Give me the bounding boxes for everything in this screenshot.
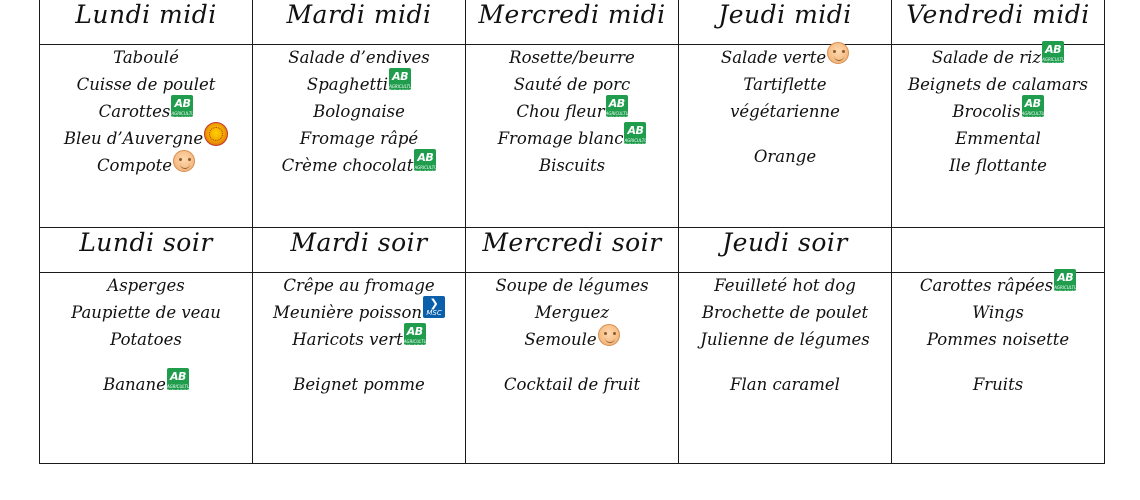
list-item: Beignet pomme bbox=[293, 374, 425, 394]
meal-row-midi bbox=[40, 45, 1105, 228]
list-item: Semoule bbox=[466, 327, 678, 354]
list-item: Carottes AB AGRICULTURE BIOLOGIQUE bbox=[98, 96, 200, 121]
list-item: Biscuits bbox=[538, 155, 606, 175]
day-header-mardi-soir: Mardi soir bbox=[253, 228, 466, 273]
meal-row-soir bbox=[40, 273, 1105, 464]
meal-cell-mercredi-soir bbox=[466, 273, 679, 464]
ab-badge-icon: AB AGRICULTURE BIOLOGIQUE bbox=[605, 96, 634, 121]
local-badge-icon bbox=[827, 42, 849, 64]
list-item: végétarienne bbox=[730, 101, 840, 121]
list-item-spacer bbox=[40, 354, 252, 372]
list-item: Meunière poisson ❯ MSC bbox=[253, 300, 465, 327]
day-header-mercredi-midi: Mercredi midi bbox=[466, 0, 679, 45]
meal-cell-vendredi-soir bbox=[892, 273, 1105, 464]
dish-list bbox=[253, 273, 465, 399]
list-item: Merguez bbox=[534, 302, 610, 322]
list-item: Banane AB AGRICULTURE BIOLOGIQUE bbox=[103, 369, 196, 394]
meal-cell-vendredi-midi bbox=[892, 45, 1105, 228]
day-header-mardi-midi: Mardi midi bbox=[253, 0, 466, 45]
list-item: Feuilleté hot dog bbox=[714, 276, 856, 295]
meal-cell-mercredi-midi bbox=[466, 45, 679, 228]
weekly-menu-table bbox=[39, 0, 1105, 464]
local-badge-icon bbox=[598, 324, 620, 346]
list-item: Bleu d’Auvergne bbox=[40, 126, 252, 153]
ab-badge-icon: AB AGRICULTURE BIOLOGIQUE bbox=[1054, 271, 1083, 295]
dish-list bbox=[253, 45, 465, 179]
meal-cell-jeudi-midi bbox=[679, 45, 892, 228]
header-row-soir bbox=[40, 228, 1105, 273]
ab-badge-icon: AB AGRICULTURE BIOLOGIQUE bbox=[414, 150, 443, 175]
day-header-jeudi-midi: Jeudi midi bbox=[679, 0, 892, 45]
dish-list bbox=[40, 45, 252, 179]
meal-cell-lundi-soir bbox=[40, 273, 253, 464]
list-item: Potatoes bbox=[110, 329, 182, 349]
list-item: Cocktail de fruit bbox=[503, 374, 641, 394]
list-item: Flan caramel bbox=[730, 374, 840, 394]
list-item: Julienne de légumes bbox=[700, 329, 870, 349]
meal-cell-mardi-soir bbox=[253, 273, 466, 464]
meal-cell-lundi-midi bbox=[40, 45, 253, 228]
list-item: Cuisse de poulet bbox=[76, 74, 216, 94]
list-item-spacer bbox=[466, 354, 678, 372]
list-item: Emmental bbox=[955, 128, 1041, 148]
list-item: Asperges bbox=[107, 276, 185, 295]
ab-badge-icon: AB AGRICULTURE BIOLOGIQUE bbox=[403, 324, 432, 349]
msc-badge-icon: ❯ MSC bbox=[423, 296, 445, 318]
dish-list bbox=[40, 273, 252, 399]
day-header-lundi-midi: Lundi midi bbox=[40, 0, 253, 45]
list-item: Wings bbox=[972, 302, 1024, 322]
list-item-spacer bbox=[679, 126, 891, 144]
list-item: Salade verte bbox=[679, 45, 891, 72]
list-item: Chou fleur AB AGRICULTURE BIOLOGIQUE bbox=[516, 96, 634, 121]
list-item-spacer bbox=[892, 354, 1104, 372]
list-item-spacer bbox=[253, 354, 465, 372]
list-item-spacer bbox=[679, 354, 891, 372]
list-item: Fromage râpé bbox=[299, 128, 419, 148]
ab-badge-icon: AB AGRICULTURE BIOLOGIQUE bbox=[171, 96, 200, 121]
dish-list bbox=[679, 273, 891, 399]
dish-list bbox=[679, 45, 891, 171]
list-item: Pommes noisette bbox=[926, 329, 1070, 349]
list-item: Sauté de porc bbox=[513, 74, 631, 94]
list-item: Carottes râpées AB AGRICULTURE BIOLOGIQUE bbox=[919, 271, 1083, 295]
list-item: Fromage blanc AB AGRICULTURE BIOLOGIQUE bbox=[497, 123, 653, 148]
list-item: Paupiette de veau bbox=[71, 302, 221, 322]
list-item: Haricots vert AB AGRICULTURE BIOLOGIQUE bbox=[292, 324, 432, 349]
ab-badge-icon: AB AGRICULTURE BIOLOGIQUE bbox=[1042, 43, 1071, 67]
dish-list bbox=[892, 273, 1104, 399]
ab-badge-icon: AB AGRICULTURE BIOLOGIQUE bbox=[1021, 96, 1050, 121]
ab-badge-icon: AB AGRICULTURE BIOLOGIQUE bbox=[624, 123, 653, 148]
header-row-midi bbox=[40, 0, 1105, 45]
list-item: Beignets de calamars bbox=[907, 74, 1089, 94]
day-header-lundi-soir: Lundi soir bbox=[40, 228, 253, 273]
local-badge-icon bbox=[173, 150, 195, 172]
aop-badge-icon bbox=[204, 122, 228, 146]
list-item: Crêpe au fromage bbox=[283, 276, 435, 295]
list-item: Compote bbox=[40, 153, 252, 180]
list-item: Crème chocolat AB AGRICULTURE BIOLOGIQUE bbox=[281, 150, 443, 175]
dish-list bbox=[466, 45, 678, 179]
day-header-jeudi-soir: Jeudi soir bbox=[679, 228, 892, 273]
list-item: Brochette de poulet bbox=[701, 302, 869, 322]
list-item: Salade de riz AB AGRICULTURE BIOLOGIQUE bbox=[931, 43, 1071, 67]
list-item: Orange bbox=[753, 146, 817, 166]
day-header-empty bbox=[892, 228, 1105, 273]
ab-badge-icon: AB AGRICULTURE BIOLOGIQUE bbox=[166, 369, 196, 394]
dish-list bbox=[466, 273, 678, 399]
meal-cell-mardi-midi bbox=[253, 45, 466, 228]
day-header-mercredi-soir: Mercredi soir bbox=[466, 228, 679, 273]
list-item: Spaghetti AB AGRICULTURE BIOLOGIQUE bbox=[306, 69, 418, 94]
list-item: Ile flottante bbox=[949, 155, 1047, 175]
list-item: Rosette/beurre bbox=[509, 48, 635, 67]
list-item: Bolognaise bbox=[313, 101, 405, 121]
day-header-vendredi-midi: Vendredi midi bbox=[892, 0, 1105, 45]
list-item: Brocolis AB AGRICULTURE BIOLOGIQUE bbox=[952, 96, 1050, 121]
dish-list bbox=[892, 45, 1104, 179]
list-item: Fruits bbox=[972, 374, 1024, 394]
list-item: Soupe de légumes bbox=[495, 276, 649, 295]
list-item: Tartiflette bbox=[743, 74, 827, 94]
list-item: Taboulé bbox=[113, 48, 179, 67]
list-item: Salade d’endives bbox=[288, 48, 430, 67]
ab-badge-icon: AB AGRICULTURE BIOLOGIQUE bbox=[389, 69, 418, 94]
meal-cell-jeudi-soir bbox=[679, 273, 892, 464]
